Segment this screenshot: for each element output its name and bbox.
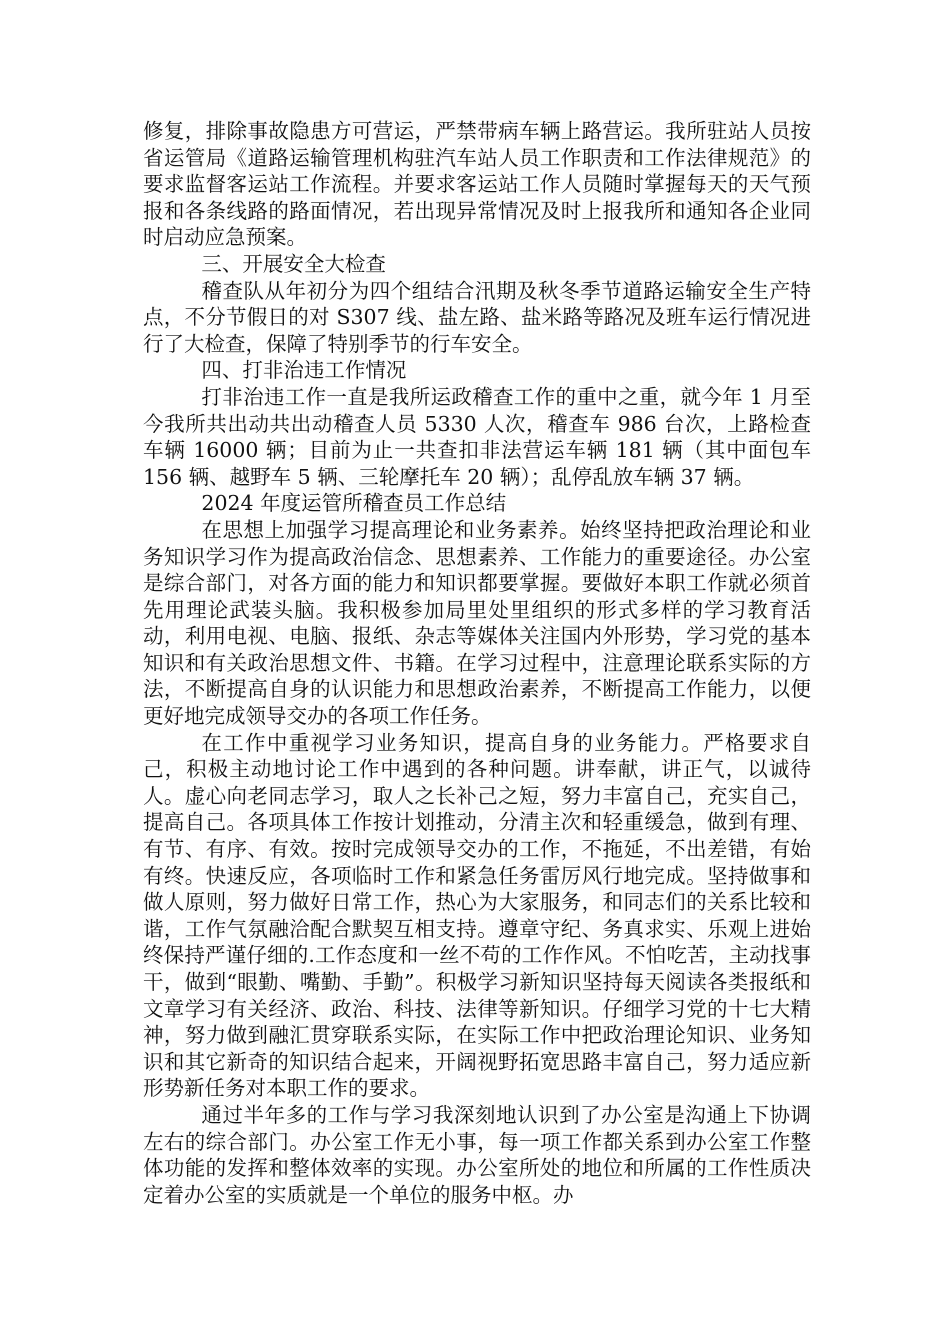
paragraph-continuation: 修复，排除事故隐患方可营运，严禁带病车辆上路营运。我所驻站人员按省运管局《道路运输管理机构驻汽车站人员工作职责和工作法律规范》的要求监督客运站工作流程。并要求客运站工作人员随时掌握每天的天气预报和各条线路的路面情况，若出现异常情况及时上报我所和通知各企业同时启动应急预案。 — [143, 119, 811, 250]
document-subtitle: 2024 年度运管所稽查员工作总结 — [201, 491, 507, 516]
document-body — [143, 118, 811, 1208]
paragraph-work-skills: 在工作中重视学习业务知识，提高自身的业务能力。严格要求自己，积极主动地讨论工作中遇到的各种问题。讲奉献，讲正气，以诚待人。虚心向老同志学习，取人之长补己之短，努力丰富自己，充实自己，提高自己。各项具体工作按计划推动，分清主次和轻重缓急，做到有理、有节、有序、有效。按时完成领导交办的工作，不拖延，不出差错，有始有终。快速反应，各项临时工作和紧急任务雷厉风行地完成。坚持做事和做人原则，努力做好日常工作，热心为大家服务，和同志们的关系比较和谐，工作气氛融洽配合默契互相支持。遵章守纪、务真求实、乐观上进始终保持严谨仔细的.工作态度和一丝不苟的工作作风。不怕吃苦，主动找事干，做到“眼勤、嘴勤、手勤”。积极学习新知识坚持每天阅读各类报纸和文章学习有关经济、政治、科技、法律等新知识。仔细学习党的十七大精神，努力做到融汇贯穿联系实际，在实际工作中把政治理论知识、业务知识和其它新奇的知识结合起来，开阔视野拓宽思路丰富自己，努力适应新形势新任务对本职工作的要求。 — [143, 730, 811, 1101]
section-heading-3: 三、开展安全大检查 — [201, 251, 386, 276]
paragraph-enforcement-stats: 打非治违工作一直是我所运政稽查工作的重中之重，就今年 1 月至今我所共出动共出动稽查人员 5330 人次，稽查车 986 台次，上路检查车辆 16000 辆；目前为止一共查扣非法营运车辆 181 辆（其中面包车 156 辆、越野车 5 辆、三轮摩托车 20 辆）；乱停乱放车辆 37 辆。 — [143, 384, 811, 489]
paragraph-safety-inspection: 稽查队从年初分为四个组结合汛期及秋冬季节道路运输安全生产特点，不分节假日的对 S307 线、盐左路、盐米路等路况及班车运行情况进行了大检查，保障了特别季节的行车安全。 — [143, 278, 811, 356]
paragraph-office-role: 通过半年多的工作与学习我深刻地认识到了办公室是沟通上下协调左右的综合部门。办公室工作无小事，每一项工作都关系到办公室工作整体功能的发挥和整体效率的实现。办公室所处的地位和所属的工作性质决定着办公室的实质就是一个单位的服务中枢。办 — [143, 1102, 811, 1207]
section-heading-4: 四、打非治违工作情况 — [201, 358, 407, 383]
paragraph-study-theory: 在思想上加强学习提高理论和业务素养。始终坚持把政治理论和业务知识学习作为提高政治信念、思想素养、工作能力的重要途径。办公室是综合部门，对各方面的能力和知识都要掌握。要做好本职工作就必须首先用理论武装头脑。我积极参加局里处里组织的形式多样的学习教育活动，利用电视、电脑、报纸、杂志等媒体关注国内外形势，学习党的基本知识和有关政治思想文件、书籍。在学习过程中，注意理论联系实际的方法，不断提高自身的认识能力和思想政治素养，不断提高工作能力，以便更好地完成领导交办的各项工作任务。 — [143, 517, 811, 729]
